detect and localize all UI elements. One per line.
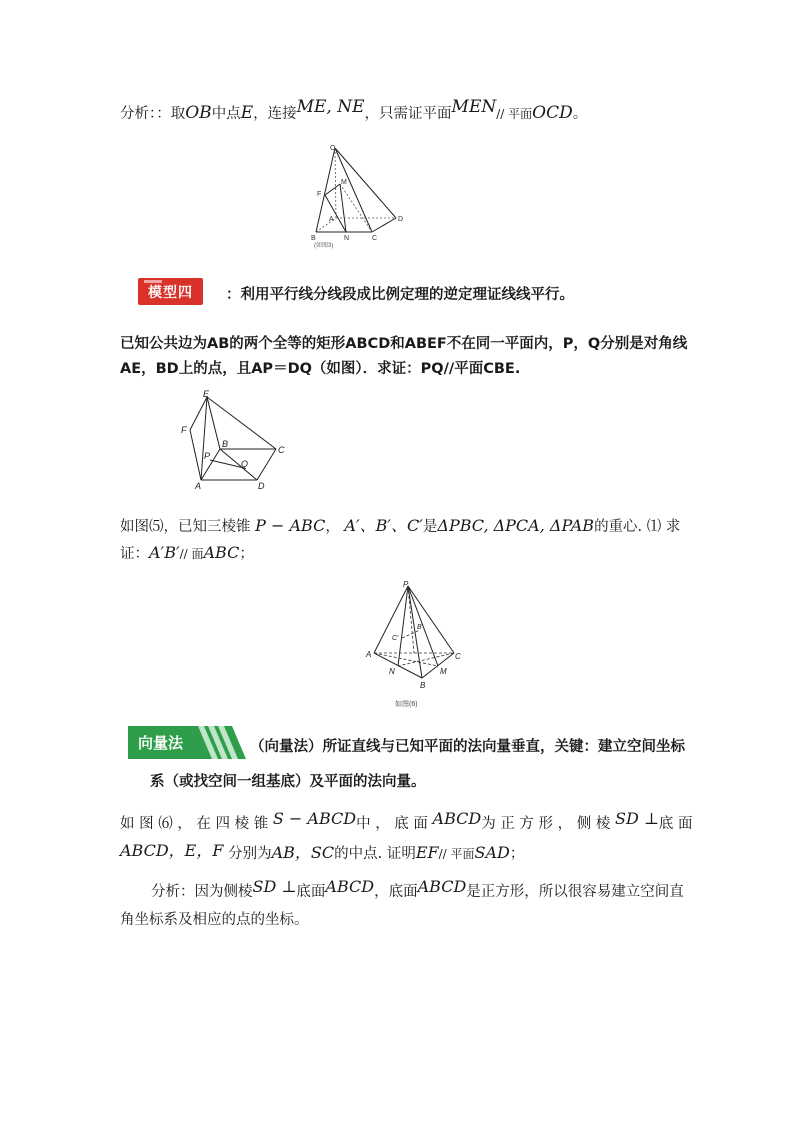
text: 底面 bbox=[296, 884, 326, 900]
figure-rectangles-abcd-abef bbox=[170, 385, 300, 495]
label-m: M bbox=[341, 179, 347, 186]
label-c: C bbox=[278, 445, 285, 455]
label-a: A bbox=[195, 481, 202, 491]
math-sad: SAD bbox=[474, 843, 510, 862]
math-men: MEN bbox=[451, 97, 497, 117]
text: ， bbox=[325, 519, 340, 535]
label-q: Q bbox=[241, 459, 249, 469]
math-ab-sc: AB，SC bbox=[271, 843, 335, 862]
label-e: E bbox=[203, 389, 210, 399]
text: 如 图 ⑹ ， 在 四 棱 锥 bbox=[120, 816, 269, 832]
text: 分别为 bbox=[228, 846, 272, 862]
problem-line-2: AE，BD上的点，且AP＝DQ（如图）．求证：PQ//平面CBE. bbox=[120, 361, 521, 377]
label-a: A bbox=[366, 650, 372, 659]
analysis-2-line-1 bbox=[151, 877, 684, 901]
math-s-abcd: S − ABCD bbox=[272, 809, 357, 828]
label-b-prime: B′ bbox=[417, 624, 423, 631]
label-o: O bbox=[330, 145, 336, 152]
text: 分析：：取 bbox=[120, 106, 186, 122]
text: 。 bbox=[572, 106, 588, 122]
text: 是 bbox=[422, 519, 438, 535]
math-abcd: ABCD bbox=[432, 809, 482, 828]
figure-caption: 如图(6) bbox=[395, 701, 418, 708]
label-d: D bbox=[398, 216, 404, 223]
text: // 平面 bbox=[438, 847, 475, 861]
text: 的重心. ⑴ 求 bbox=[594, 519, 681, 535]
figure-pyramid-ocd bbox=[300, 140, 420, 250]
vector-method-badge bbox=[128, 726, 246, 759]
math-ef: EF bbox=[415, 843, 439, 862]
text: 如图⑸，已知三棱锥 bbox=[120, 519, 251, 535]
label-b: B bbox=[311, 235, 316, 242]
label-a: A bbox=[329, 216, 334, 223]
text: ； bbox=[509, 846, 525, 862]
analysis-line-1 bbox=[120, 97, 588, 123]
text: // 面 bbox=[179, 547, 204, 561]
math-abc: ABC bbox=[203, 543, 240, 562]
math-p-abc: P − ABC bbox=[255, 516, 326, 535]
math-sd-perp: SD ⊥ bbox=[252, 877, 297, 896]
analysis-2-line-2: 角坐标系及相应的点的坐标。 bbox=[120, 912, 309, 928]
text: 分析：因为侧棱 bbox=[151, 884, 253, 900]
math-me-ne: ME, NE bbox=[296, 97, 365, 117]
label-m: M bbox=[440, 667, 447, 676]
label-b: B bbox=[420, 681, 426, 690]
figure-caption: (如图3) bbox=[314, 243, 334, 249]
badge-stripe bbox=[144, 280, 162, 283]
question-6-line-1 bbox=[120, 809, 693, 833]
vector-method-line-2: 系（或找空间一组基底）及平面的法向量。 bbox=[150, 774, 426, 790]
math-triangles: ΔPBC, ΔPCA, ΔPAB bbox=[437, 516, 595, 535]
math-abcd: ABCD bbox=[417, 877, 467, 896]
math-ab-prime: A′B′ bbox=[149, 543, 180, 562]
problem-line-1: 已知公共边为AB的两个全等的矩形ABCD和ABEF不在同一平面内，P，Q分别是对角线 bbox=[120, 336, 688, 352]
label-p: P bbox=[403, 580, 409, 589]
figure-triangular-pyramid bbox=[362, 578, 472, 710]
text: 底 面 bbox=[658, 816, 693, 832]
label-d: D bbox=[258, 481, 265, 491]
math-abcd: ABCD bbox=[325, 877, 375, 896]
math-sd-perp: SD ⊥ bbox=[614, 809, 659, 828]
model-four-heading: ：利用平行线分线段成比例定理的逆定理证线线平行。 bbox=[226, 287, 574, 303]
question-6-line-2 bbox=[120, 840, 524, 863]
text: ，底面 bbox=[374, 884, 418, 900]
text: 为 正 方 形 ， 侧 棱 bbox=[481, 816, 611, 832]
text: 是正方形，所以很容易建立空间直 bbox=[466, 884, 684, 900]
label-c: C bbox=[455, 652, 461, 661]
math-ocd: OCD bbox=[532, 103, 573, 123]
label-f: F bbox=[181, 425, 187, 435]
text: ； bbox=[239, 546, 254, 562]
text: 中 ， 底 面 bbox=[356, 816, 428, 832]
label-b: B bbox=[222, 439, 229, 449]
text: 的中点. 证明 bbox=[334, 846, 416, 862]
label-f: F bbox=[317, 191, 322, 198]
label-n: N bbox=[389, 667, 395, 676]
label-p: P bbox=[204, 451, 211, 461]
badge-label: 模型四 bbox=[148, 285, 193, 301]
text: 中点 bbox=[211, 106, 241, 122]
question-5-line-1 bbox=[120, 513, 680, 536]
math-e: E bbox=[240, 103, 254, 123]
math-ob: OB bbox=[185, 103, 212, 123]
model-four-badge bbox=[138, 278, 203, 305]
text: 证： bbox=[120, 546, 149, 562]
text: ，连接 bbox=[253, 106, 297, 122]
math-primes: A′、B′、C′ bbox=[344, 516, 423, 535]
label-c-prime: C′ bbox=[392, 635, 399, 642]
text: // 平面 bbox=[496, 107, 533, 121]
label-c: C bbox=[372, 235, 378, 242]
text: ，只需证平面 bbox=[364, 106, 452, 122]
vector-method-line-1: （向量法）所证直线与已知平面的法向量垂直，关键：建立空间坐标 bbox=[250, 739, 685, 755]
label-n: N bbox=[344, 235, 350, 242]
question-5-line-2 bbox=[120, 542, 254, 563]
badge-label: 向量法 bbox=[138, 734, 184, 752]
math-abcd-e-f: ABCD，E，F bbox=[120, 841, 224, 860]
